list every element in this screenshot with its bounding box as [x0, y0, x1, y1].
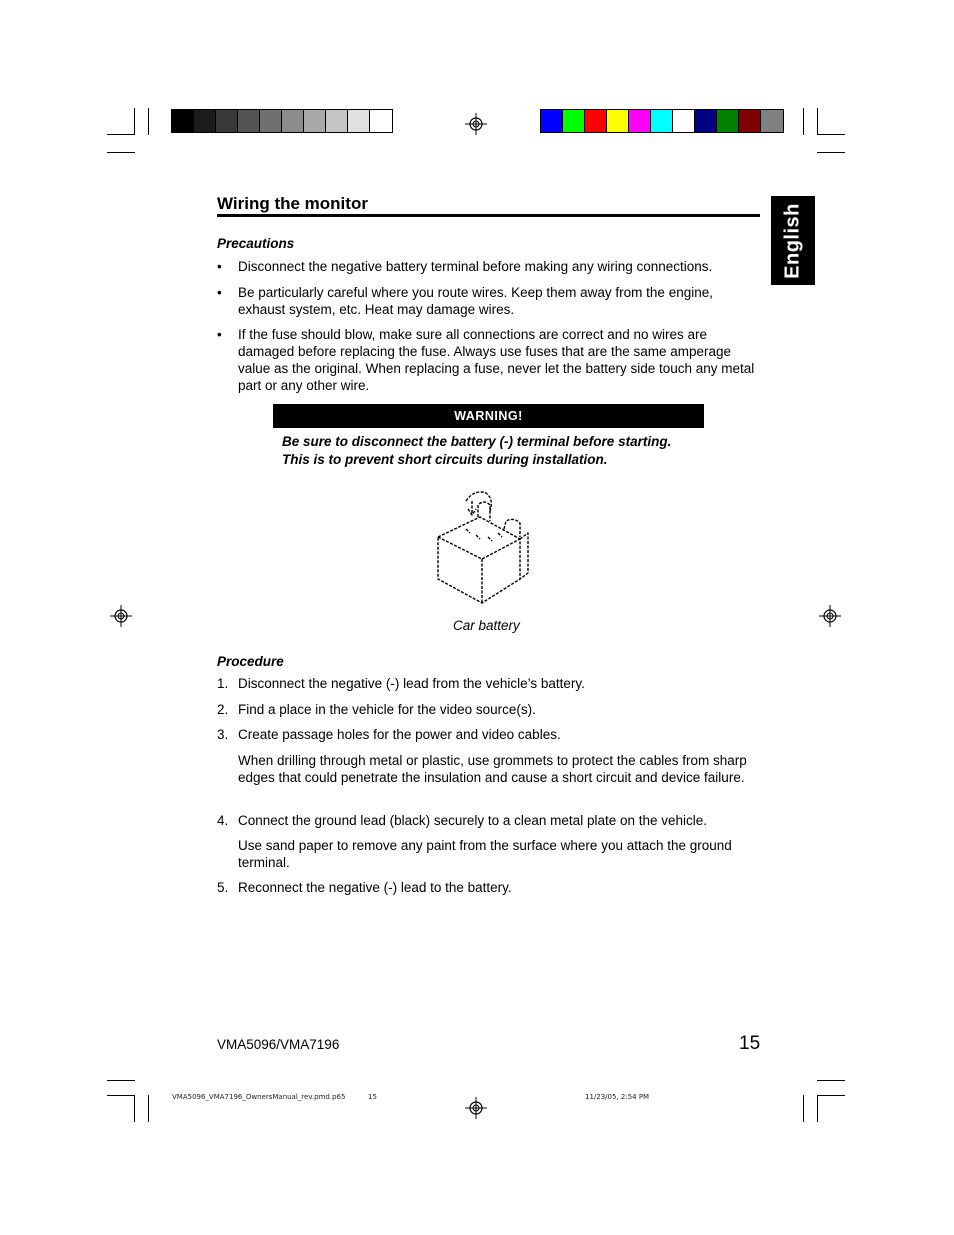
- step-text: Disconnect the negative (-) lead from the vehicle’s battery.: [238, 676, 585, 691]
- color-swatch: [673, 110, 695, 132]
- crop-mark: [817, 1095, 845, 1096]
- registration-mark-icon: [110, 605, 132, 627]
- crop-mark: [134, 1095, 135, 1122]
- registration-mark-icon: [465, 1097, 487, 1119]
- crop-mark: [817, 108, 818, 135]
- step-number: 5.: [217, 880, 229, 895]
- list-item: [217, 284, 762, 318]
- crop-mark: [107, 1080, 135, 1081]
- bullet: •: [217, 259, 222, 274]
- car-battery-icon: [430, 487, 536, 609]
- color-swatch: [304, 110, 326, 132]
- warning-line: This is to prevent short circuits during installation.: [282, 452, 608, 467]
- color-swatch: [761, 110, 783, 132]
- step-text: Reconnect the negative (-) lead to the battery.: [238, 880, 512, 895]
- list-item: [217, 326, 762, 394]
- color-swatch: [585, 110, 607, 132]
- list-item: [217, 701, 762, 718]
- color-swatch: [216, 110, 238, 132]
- step-text: Connect the ground lead (black) securely to a clean metal plate on the vehicle.: [238, 813, 708, 828]
- language-tab: [771, 196, 815, 285]
- process-color-bar: [540, 109, 784, 133]
- color-swatch: [370, 110, 392, 132]
- warning-text: [282, 433, 722, 469]
- color-swatch: [651, 110, 673, 132]
- step-text: Create passage holes for the power and video cables.: [238, 727, 561, 742]
- crop-mark: [134, 108, 135, 135]
- slug-page: 15: [368, 1093, 377, 1101]
- color-swatch: [739, 110, 761, 132]
- color-swatch: [695, 110, 717, 132]
- color-swatch: [717, 110, 739, 132]
- warning-line: Be sure to disconnect the battery (-) terminal before starting.: [282, 434, 672, 449]
- color-swatch: [238, 110, 260, 132]
- color-swatch: [607, 110, 629, 132]
- list-item: [217, 726, 762, 743]
- crop-mark: [817, 1095, 818, 1122]
- color-swatch: [282, 110, 304, 132]
- color-swatch: [260, 110, 282, 132]
- crop-mark: [803, 1095, 804, 1122]
- list-item: [217, 812, 762, 829]
- crop-mark: [107, 152, 135, 153]
- procedure-heading: Procedure: [217, 654, 284, 669]
- figure-caption: Car battery: [453, 618, 520, 633]
- bullet: •: [217, 327, 222, 342]
- color-swatch: [172, 110, 194, 132]
- list-item: [217, 879, 762, 896]
- registration-mark-icon: [465, 113, 487, 135]
- color-swatch: [629, 110, 651, 132]
- color-swatch: [541, 110, 563, 132]
- precautions-heading: Precautions: [217, 236, 295, 251]
- list-item: [217, 675, 762, 692]
- list-item-text: If the fuse should blow, make sure all connections are correct and no wires are damaged before replacing the fuse. Always use fuses that are the same amperage value as the original. When replacing a fuse, never let the battery side touch any metal part or any other wire.: [238, 327, 755, 393]
- step-text: Find a place in the vehicle for the video source(s).: [238, 702, 536, 717]
- registration-mark-icon: [819, 605, 841, 627]
- language-tab-label: English: [781, 202, 804, 279]
- step-note: Use sand paper to remove any paint from the surface where you attach the ground terminal.: [238, 838, 732, 870]
- step-number: 4.: [217, 813, 229, 828]
- step-number: 3.: [217, 727, 229, 742]
- list-item-text: Be particularly careful where you route wires. Keep them away from the engine, exhaust system, etc. Heat may damage wires.: [238, 285, 713, 317]
- color-swatch: [194, 110, 216, 132]
- slug-date: 11/23/05, 2:54 PM: [585, 1093, 650, 1101]
- model-number: VMA5096/VMA7196: [217, 1037, 340, 1052]
- warning-banner: WARNING!: [273, 404, 704, 428]
- crop-mark: [817, 134, 845, 135]
- page-title: Wiring the monitor: [217, 194, 368, 213]
- page-number: 15: [739, 1033, 761, 1054]
- title-rule: [217, 214, 760, 217]
- color-swatch: [348, 110, 370, 132]
- list-item-text: Disconnect the negative battery terminal before making any wiring connections.: [238, 259, 713, 274]
- crop-mark: [817, 1080, 845, 1081]
- step-number: 1.: [217, 676, 229, 691]
- crop-mark: [107, 134, 135, 135]
- list-item: [217, 258, 762, 275]
- step-note: When drilling through metal or plastic, use grommets to protect the cables from sharp edges that could penetrate the insulation and cause a short circuit and device failure.: [238, 753, 747, 785]
- crop-mark: [803, 108, 804, 135]
- slug-filename: VMA5096_VMA7196_OwnersManual_rev.pmd.p65: [172, 1093, 346, 1101]
- grayscale-color-bar: [171, 109, 393, 133]
- crop-mark: [148, 108, 149, 135]
- crop-mark: [148, 1095, 149, 1122]
- bullet: •: [217, 285, 222, 300]
- step-number: 2.: [217, 702, 229, 717]
- color-swatch: [563, 110, 585, 132]
- color-swatch: [326, 110, 348, 132]
- crop-mark: [107, 1095, 135, 1096]
- crop-mark: [817, 152, 845, 153]
